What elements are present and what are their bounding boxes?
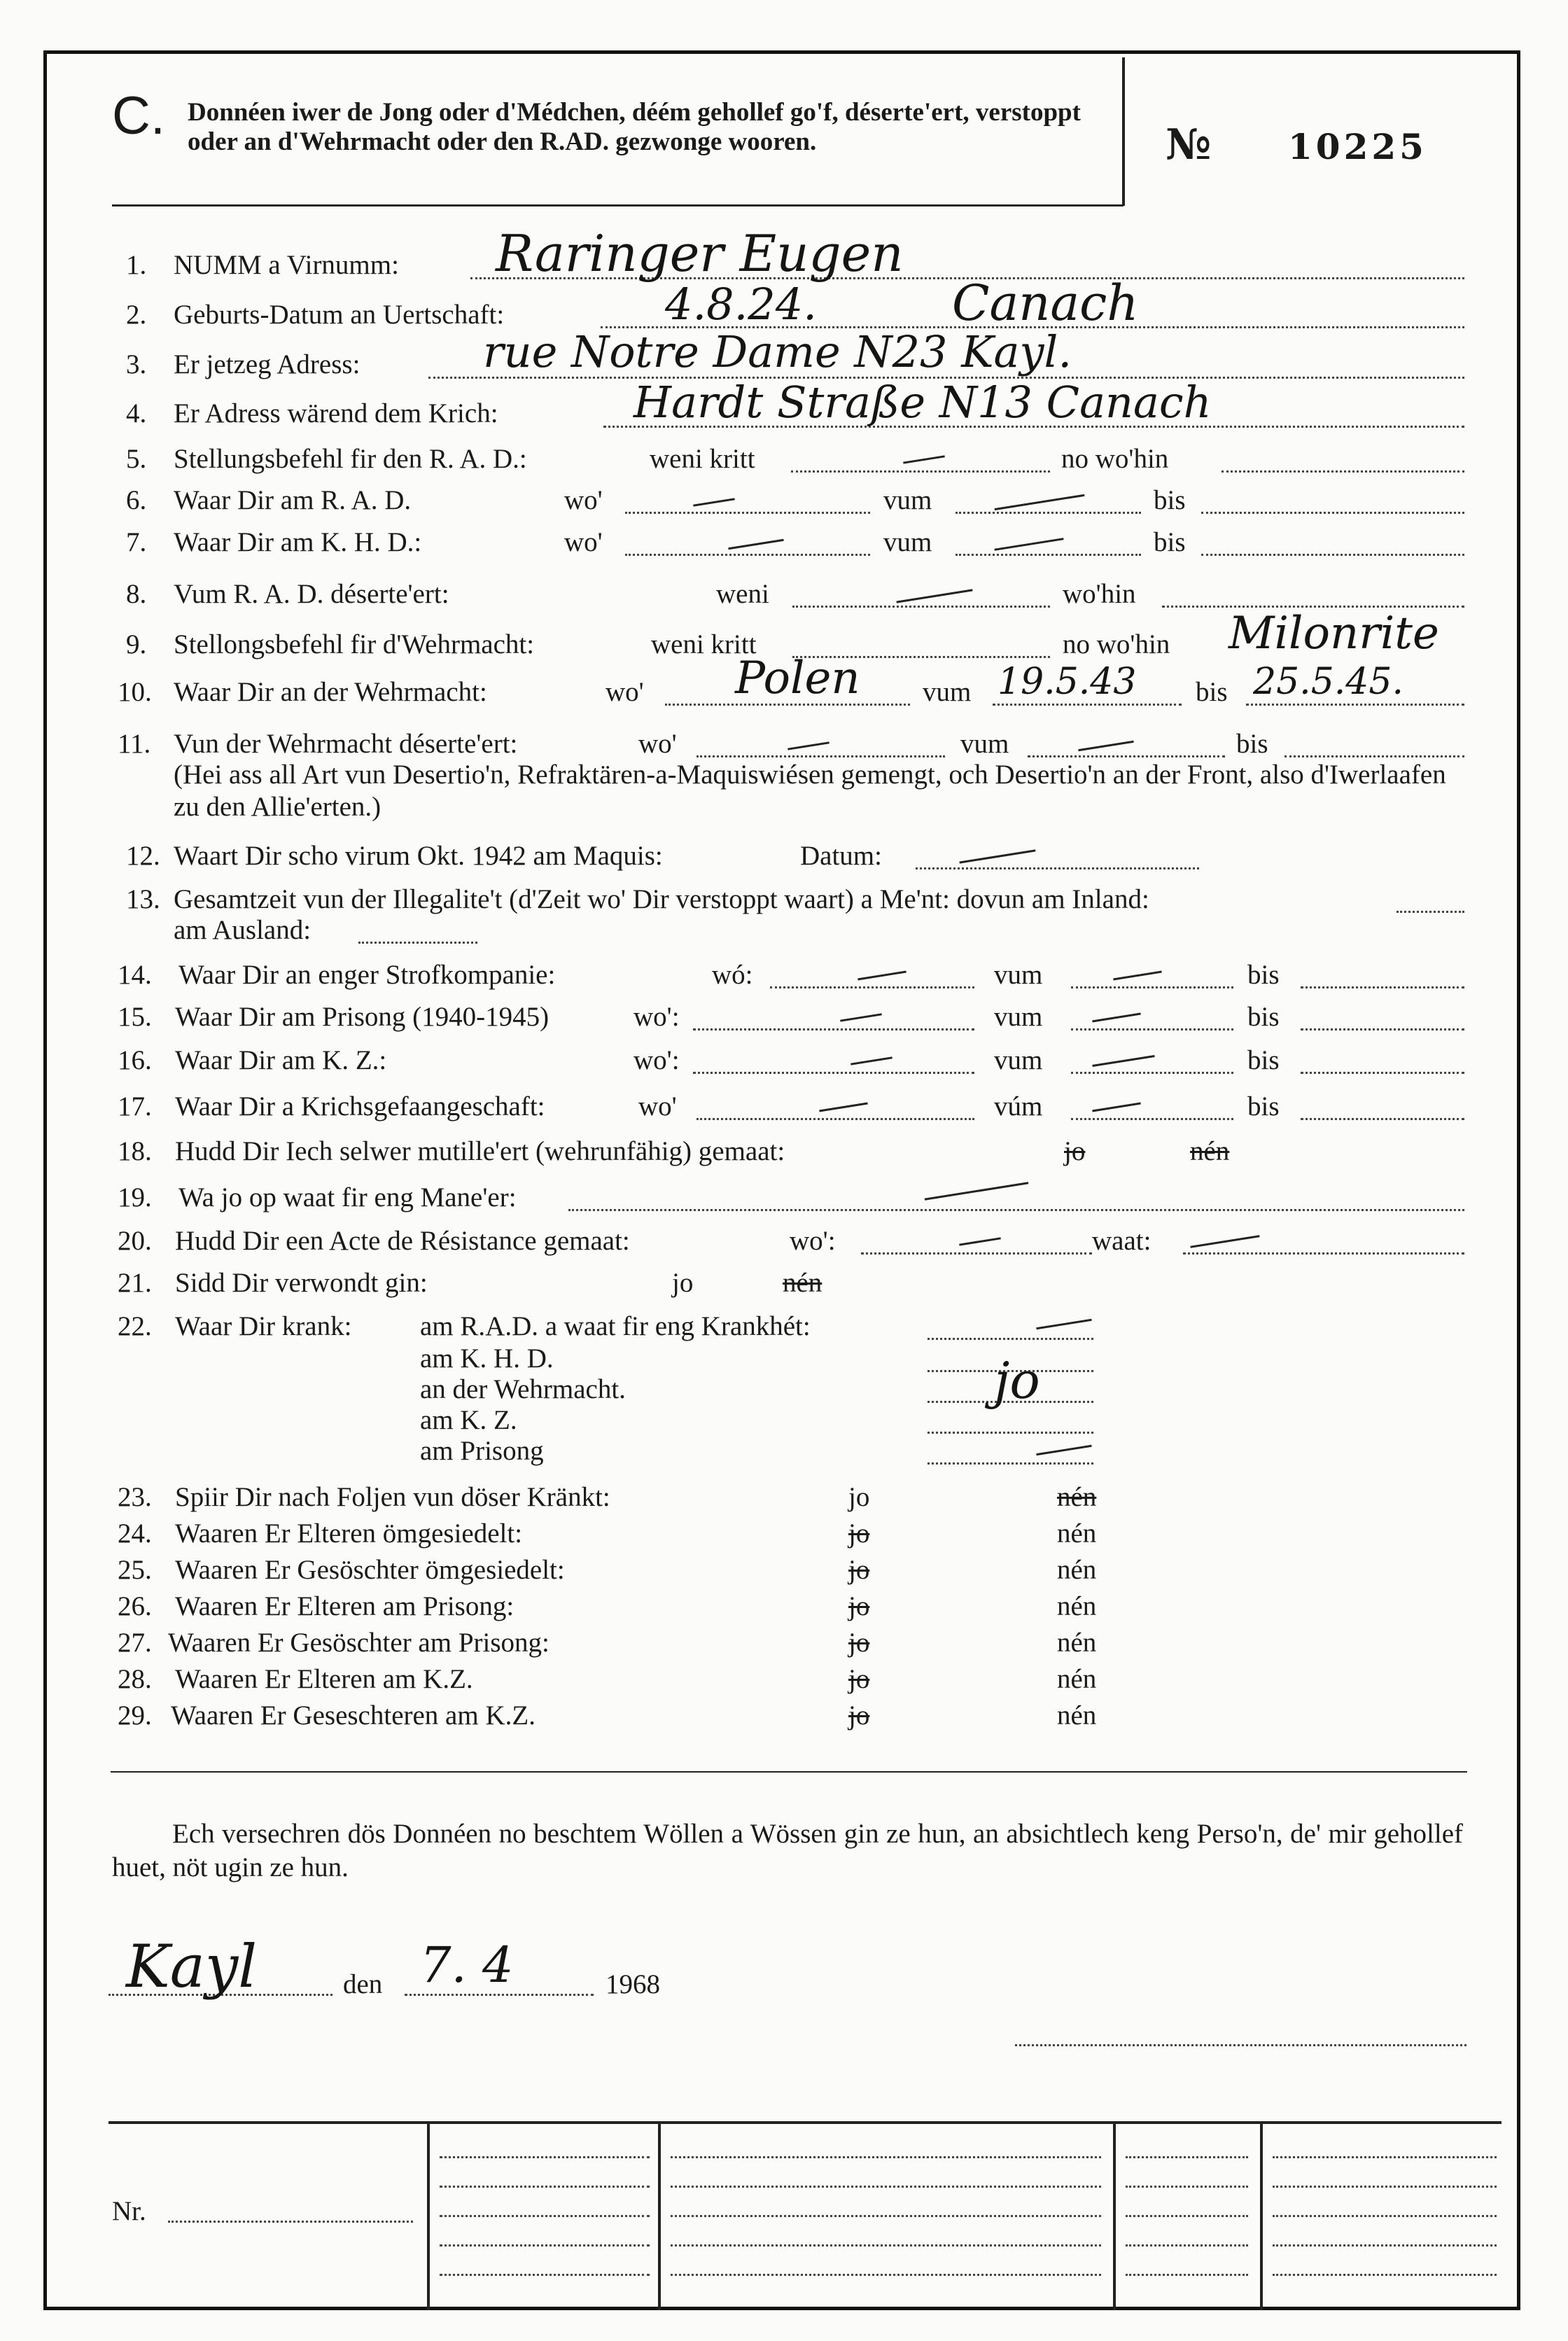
field-23-yes: jo (848, 1482, 870, 1512)
field-18-no: nén (1190, 1136, 1230, 1166)
field-18-yes: jo (1064, 1136, 1086, 1166)
field-22-sub-wehrmacht: an der Wehrmacht. (420, 1374, 626, 1404)
field-11-line-b (1028, 755, 1225, 757)
field-20-label: Hudd Dir een Acte de Résistance gemaat: (175, 1226, 630, 1256)
field-22-sub-prisong: am Prisong (420, 1436, 544, 1466)
field-11-to: bis (1236, 729, 1268, 759)
signature-place: Kayl (126, 1932, 258, 2001)
field-7-to: bis (1154, 527, 1186, 557)
field-6-where: wo' (564, 485, 603, 515)
field-9-number: 9. (126, 629, 147, 659)
footer-c3-line2 (1126, 2186, 1248, 2188)
footer-c1-line1 (440, 2156, 650, 2158)
field-16-label: Waar Dir am K. Z.: (175, 1045, 387, 1075)
field-7-number: 7. (126, 527, 147, 557)
field-16-line-a (693, 1072, 974, 1074)
field-1-value: Raringer Eugen (496, 224, 904, 283)
field-6-line-b (955, 512, 1141, 514)
footer-c2-line3 (671, 2215, 1101, 2217)
date-line (405, 1994, 594, 1996)
footer-c1-line5 (440, 2274, 650, 2276)
field-10-to: 25.5.45. (1253, 661, 1404, 703)
field-28-yes: jo (848, 1664, 870, 1694)
field-8-when: weni (716, 579, 769, 609)
form-number: 10225 (1288, 126, 1427, 167)
field-3-label: Er jetzeg Adress: (174, 349, 360, 379)
field-20-line-b (1183, 1252, 1464, 1255)
field-13-abroad: am Ausland: (174, 915, 312, 945)
field-23-label: Spiir Dir nach Foljen vun döser Kränkt: (175, 1482, 610, 1512)
field-15-line-b (1071, 1028, 1233, 1030)
field-10-from-label: vum (923, 677, 972, 707)
field-12-date-label: Datum: (800, 841, 882, 871)
field-16-to: bis (1247, 1045, 1280, 1075)
field-21-number: 21. (118, 1268, 152, 1298)
footer-c3-line3 (1126, 2215, 1248, 2217)
field-11-from: vum (960, 729, 1009, 759)
field-14-label: Waar Dir an enger Strofkompanie: (178, 960, 556, 990)
field-19-line (568, 1209, 1464, 1211)
field-5-line-a (791, 470, 1050, 473)
field-20-where: wo': (790, 1226, 836, 1256)
field-7-line-c (1201, 554, 1464, 556)
field-24-label: Waaren Er Elteren ömgesiedelt: (175, 1518, 523, 1549)
field-25-yes: jo (848, 1555, 870, 1585)
field-7-from: vum (883, 527, 932, 557)
footer-c1-line3 (440, 2215, 650, 2217)
field-15-from: vum (994, 1002, 1043, 1032)
field-9-when: weni kritt (651, 629, 757, 659)
field-6-to: bis (1154, 485, 1186, 515)
field-5-line-b (1222, 470, 1464, 473)
field-14-number: 14. (118, 960, 152, 990)
field-24-no: nén (1057, 1518, 1097, 1549)
number-sign: № (1166, 120, 1212, 169)
field-5-number: 5. (126, 444, 147, 474)
footer-c3-line4 (1126, 2244, 1248, 2246)
field-26-number: 26. (118, 1591, 152, 1621)
footer-c3-line5 (1126, 2274, 1248, 2276)
footer-c2-line1 (671, 2156, 1101, 2158)
field-26-label: Waaren Er Elteren am Prisong: (175, 1591, 514, 1621)
field-5-label: Stellungsbefehl fir den R. A. D.: (174, 444, 527, 474)
field-4-value: Hardt Straße N13 Canach (634, 377, 1212, 428)
field-11-label: Vun der Wehrmacht déserte'ert: (174, 729, 518, 759)
field-10-line-b (993, 704, 1182, 706)
field-27-no: nén (1057, 1628, 1097, 1658)
form-title: Donnéen iwer de Jong oder d'Médchen, déém gehollef go'f, déserte'ert, verstoppt oder an d'Wehrmacht oder den R.AD. gezwonge wooren. (188, 98, 1081, 156)
field-25-no: nén (1057, 1555, 1097, 1585)
field-14-to: bis (1247, 960, 1280, 990)
field-26-yes: jo (848, 1591, 870, 1621)
field-2-number: 2. (126, 300, 147, 330)
field-23-number: 23. (118, 1482, 152, 1512)
field-10-to-label: bis (1196, 677, 1228, 707)
field-23-no: nén (1057, 1482, 1097, 1512)
footer-c4-line5 (1273, 2274, 1497, 2276)
field-17-line-a (696, 1118, 974, 1120)
field-14-line-b (1071, 986, 1233, 988)
field-10-number: 10. (118, 677, 152, 707)
field-28-label: Waaren Er Elteren am K.Z. (175, 1664, 473, 1694)
field-24-number: 24. (118, 1518, 152, 1549)
field-21-yes: jo (672, 1268, 694, 1298)
signature-line (1015, 2044, 1466, 2046)
field-1-label: NUMM a Virnumm: (174, 250, 399, 280)
field-4-number: 4. (126, 398, 147, 428)
footer-c3-line1 (1126, 2156, 1248, 2158)
footer-col-4 (1260, 2121, 1263, 2310)
field-12-label: Waart Dir scho virum Okt. 1942 am Maquis: (174, 841, 663, 871)
field-29-number: 29. (118, 1700, 152, 1731)
field-6-line-a (625, 512, 870, 514)
field-12-line (916, 867, 1199, 869)
declaration-text: Ech versechren dös Donnéen no beschtem Wöllen a Wössen gin ze hun, an absichtlech keng Perso'n, de' mir gehollef huet, nöt ugin ze hun. (112, 1819, 1463, 1882)
field-20-what: waat: (1092, 1226, 1152, 1256)
field-16-line-c (1301, 1072, 1464, 1074)
field-17-number: 17. (118, 1091, 152, 1121)
field-8-number: 8. (126, 579, 147, 609)
footer-c2-line4 (671, 2244, 1101, 2246)
field-13-line-b (358, 942, 477, 944)
field-11-number: 11. (118, 729, 151, 759)
field-10-line-c (1246, 704, 1464, 706)
field-6-from: vum (883, 485, 932, 515)
field-15-to: bis (1247, 1002, 1280, 1032)
field-29-label: Waaren Er Geseschteren am K.Z. (171, 1700, 536, 1731)
field-8-label: Vum R. A. D. déserte'ert: (174, 579, 449, 609)
footer-c2-line5 (671, 2274, 1101, 2276)
footer-c1-line4 (440, 2244, 650, 2246)
footer-c4-line4 (1273, 2244, 1497, 2246)
field-10-label: Waar Dir an der Wehrmacht: (174, 677, 487, 707)
header-underline (112, 204, 1124, 207)
field-12-number: 12. (126, 841, 160, 871)
field-8-where: wo'hin (1063, 579, 1136, 609)
field-8-line-a (792, 606, 1050, 608)
field-11-note: (Hei ass all Art vun Desertio'n, Refraktären-a-Maquiswiésen gemengt, och Desertio'n an der Front, also d'Iwerlaafen zu den Allie'erten.) (174, 760, 1446, 822)
field-22-number: 22. (118, 1311, 152, 1341)
footer-top-rule (108, 2121, 1502, 2124)
field-15-label: Waar Dir am Prisong (1940-1945) (175, 1002, 550, 1032)
field-11-line-c (1284, 755, 1464, 757)
signature-year: 1968 (606, 1969, 660, 1999)
field-9-where: no wo'hin (1063, 629, 1170, 659)
field-16-number: 16. (118, 1045, 152, 1075)
field-24-yes: jo (848, 1518, 870, 1549)
field-17-line-c (1301, 1118, 1464, 1120)
field-6-line-c (1201, 512, 1464, 514)
field-21-label: Sidd Dir verwondt gin: (175, 1268, 428, 1298)
field-13-line-a (1396, 911, 1464, 913)
field-16-line-b (1071, 1072, 1233, 1074)
field-18-label: Hudd Dir Iech selwer mutille'ert (wehrunfähig) gemaat: (175, 1136, 785, 1166)
field-2-date: 4.8.24. (665, 279, 817, 330)
signature-date: 7. 4 (420, 1936, 514, 1994)
field-22-line-5 (927, 1462, 1093, 1465)
field-7-line-a (625, 554, 870, 556)
field-17-label: Waar Dir a Krichsgefaangeschaft: (175, 1091, 545, 1121)
footer-c1-line2 (440, 2186, 650, 2188)
field-15-number: 15. (118, 1002, 152, 1032)
footer-nr-label: Nr. (112, 2196, 146, 2226)
field-10-where: Polen (735, 652, 860, 704)
field-20-line-a (861, 1252, 1092, 1255)
footer-c2-line2 (671, 2186, 1101, 2188)
field-13-number: 13. (126, 884, 160, 914)
field-25-number: 25. (118, 1555, 152, 1585)
field-14-from: vum (994, 960, 1043, 990)
section-letter: C. (112, 86, 165, 146)
field-3-number: 3. (126, 349, 147, 379)
field-22-sub-khd: am K. H. D. (420, 1343, 554, 1374)
field-3-value: rue Notre Dame N23 Kayl. (483, 326, 1072, 377)
field-15-line-a (693, 1028, 974, 1030)
field-22-line-4 (927, 1432, 1093, 1434)
field-29-yes: jo (848, 1700, 870, 1731)
field-22-label: Waar Dir krank: (175, 1311, 352, 1341)
field-29-no: nén (1057, 1700, 1097, 1731)
field-27-yes: jo (848, 1628, 870, 1658)
field-16-from: vum (994, 1045, 1043, 1075)
footer-col-1 (427, 2121, 430, 2310)
signature-den: den (343, 1969, 383, 1999)
field-7-line-b (955, 554, 1141, 556)
field-19-number: 19. (118, 1182, 152, 1213)
footer-c4-line2 (1273, 2186, 1497, 2188)
field-7-where: wo' (564, 527, 603, 557)
field-6-label: Waar Dir am R. A. D. (174, 485, 412, 515)
footer-c4-line1 (1273, 2156, 1497, 2158)
field-20-number: 20. (118, 1226, 152, 1256)
field-9-value: Milonrite (1228, 608, 1439, 659)
field-27-label: Waaren Er Gesöschter am Prisong: (168, 1628, 550, 1658)
field-25-label: Waaren Er Gesöschter ömgesiedelt: (175, 1555, 565, 1585)
field-17-to: bis (1247, 1091, 1280, 1121)
field-10-where-label: wo' (606, 677, 644, 707)
field-17-where: wo' (638, 1091, 677, 1121)
field-21-no: nén (783, 1268, 822, 1298)
field-10-from: 19.5.43 (997, 661, 1137, 703)
field-22-sub-kz: am K. Z. (420, 1405, 517, 1435)
footer-c4-line3 (1273, 2215, 1497, 2217)
footer-col-3 (1113, 2121, 1116, 2310)
field-13-label: Gesamtzeit vun der Illegalite't (d'Zeit wo' Dir verstoppt waart) a Me'nt: dovun am Inland: (174, 884, 1149, 914)
footer-nr-line (168, 2221, 413, 2223)
field-2-place: Canach (952, 274, 1139, 332)
field-14-line-c (1301, 986, 1464, 988)
field-18-number: 18. (118, 1136, 152, 1166)
field-17-line-b (1071, 1118, 1233, 1120)
footer-col-2 (658, 2121, 661, 2310)
field-19-label: Wa jo op waat fir eng Mane'er: (178, 1182, 517, 1213)
field-22-line-1 (927, 1338, 1093, 1340)
field-5-when: weni kritt (650, 444, 755, 474)
field-4-label: Er Adress wärend dem Krich: (174, 398, 498, 428)
field-16-where: wo': (634, 1045, 680, 1075)
field-11-where: wo' (638, 729, 677, 759)
field-22-sub-rad: am R.A.D. a waat fir eng Krankhét: (420, 1311, 811, 1341)
field-15-where: wo': (634, 1002, 680, 1032)
field-17-from: vúm (994, 1091, 1043, 1121)
declaration-separator (111, 1771, 1467, 1773)
field-28-number: 28. (118, 1664, 152, 1694)
header-divider (1122, 57, 1125, 206)
field-28-no: nén (1057, 1664, 1097, 1694)
field-7-label: Waar Dir am K. H. D.: (174, 527, 422, 557)
field-11-line-a (696, 755, 945, 757)
field-2-label: Geburts-Datum an Uertschaft: (174, 300, 505, 330)
field-1-number: 1. (126, 250, 147, 280)
field-6-number: 6. (126, 485, 147, 515)
field-14-where: wó: (712, 960, 753, 990)
field-15-line-c (1301, 1028, 1464, 1030)
field-22-value: jo (994, 1351, 1040, 1410)
field-9-label: Stellongsbefehl fir d'Wehrmacht: (174, 629, 535, 659)
field-5-where: no wo'hin (1061, 444, 1169, 474)
field-26-no: nén (1057, 1591, 1097, 1621)
field-27-number: 27. (118, 1628, 152, 1658)
field-14-line-a (770, 986, 974, 988)
